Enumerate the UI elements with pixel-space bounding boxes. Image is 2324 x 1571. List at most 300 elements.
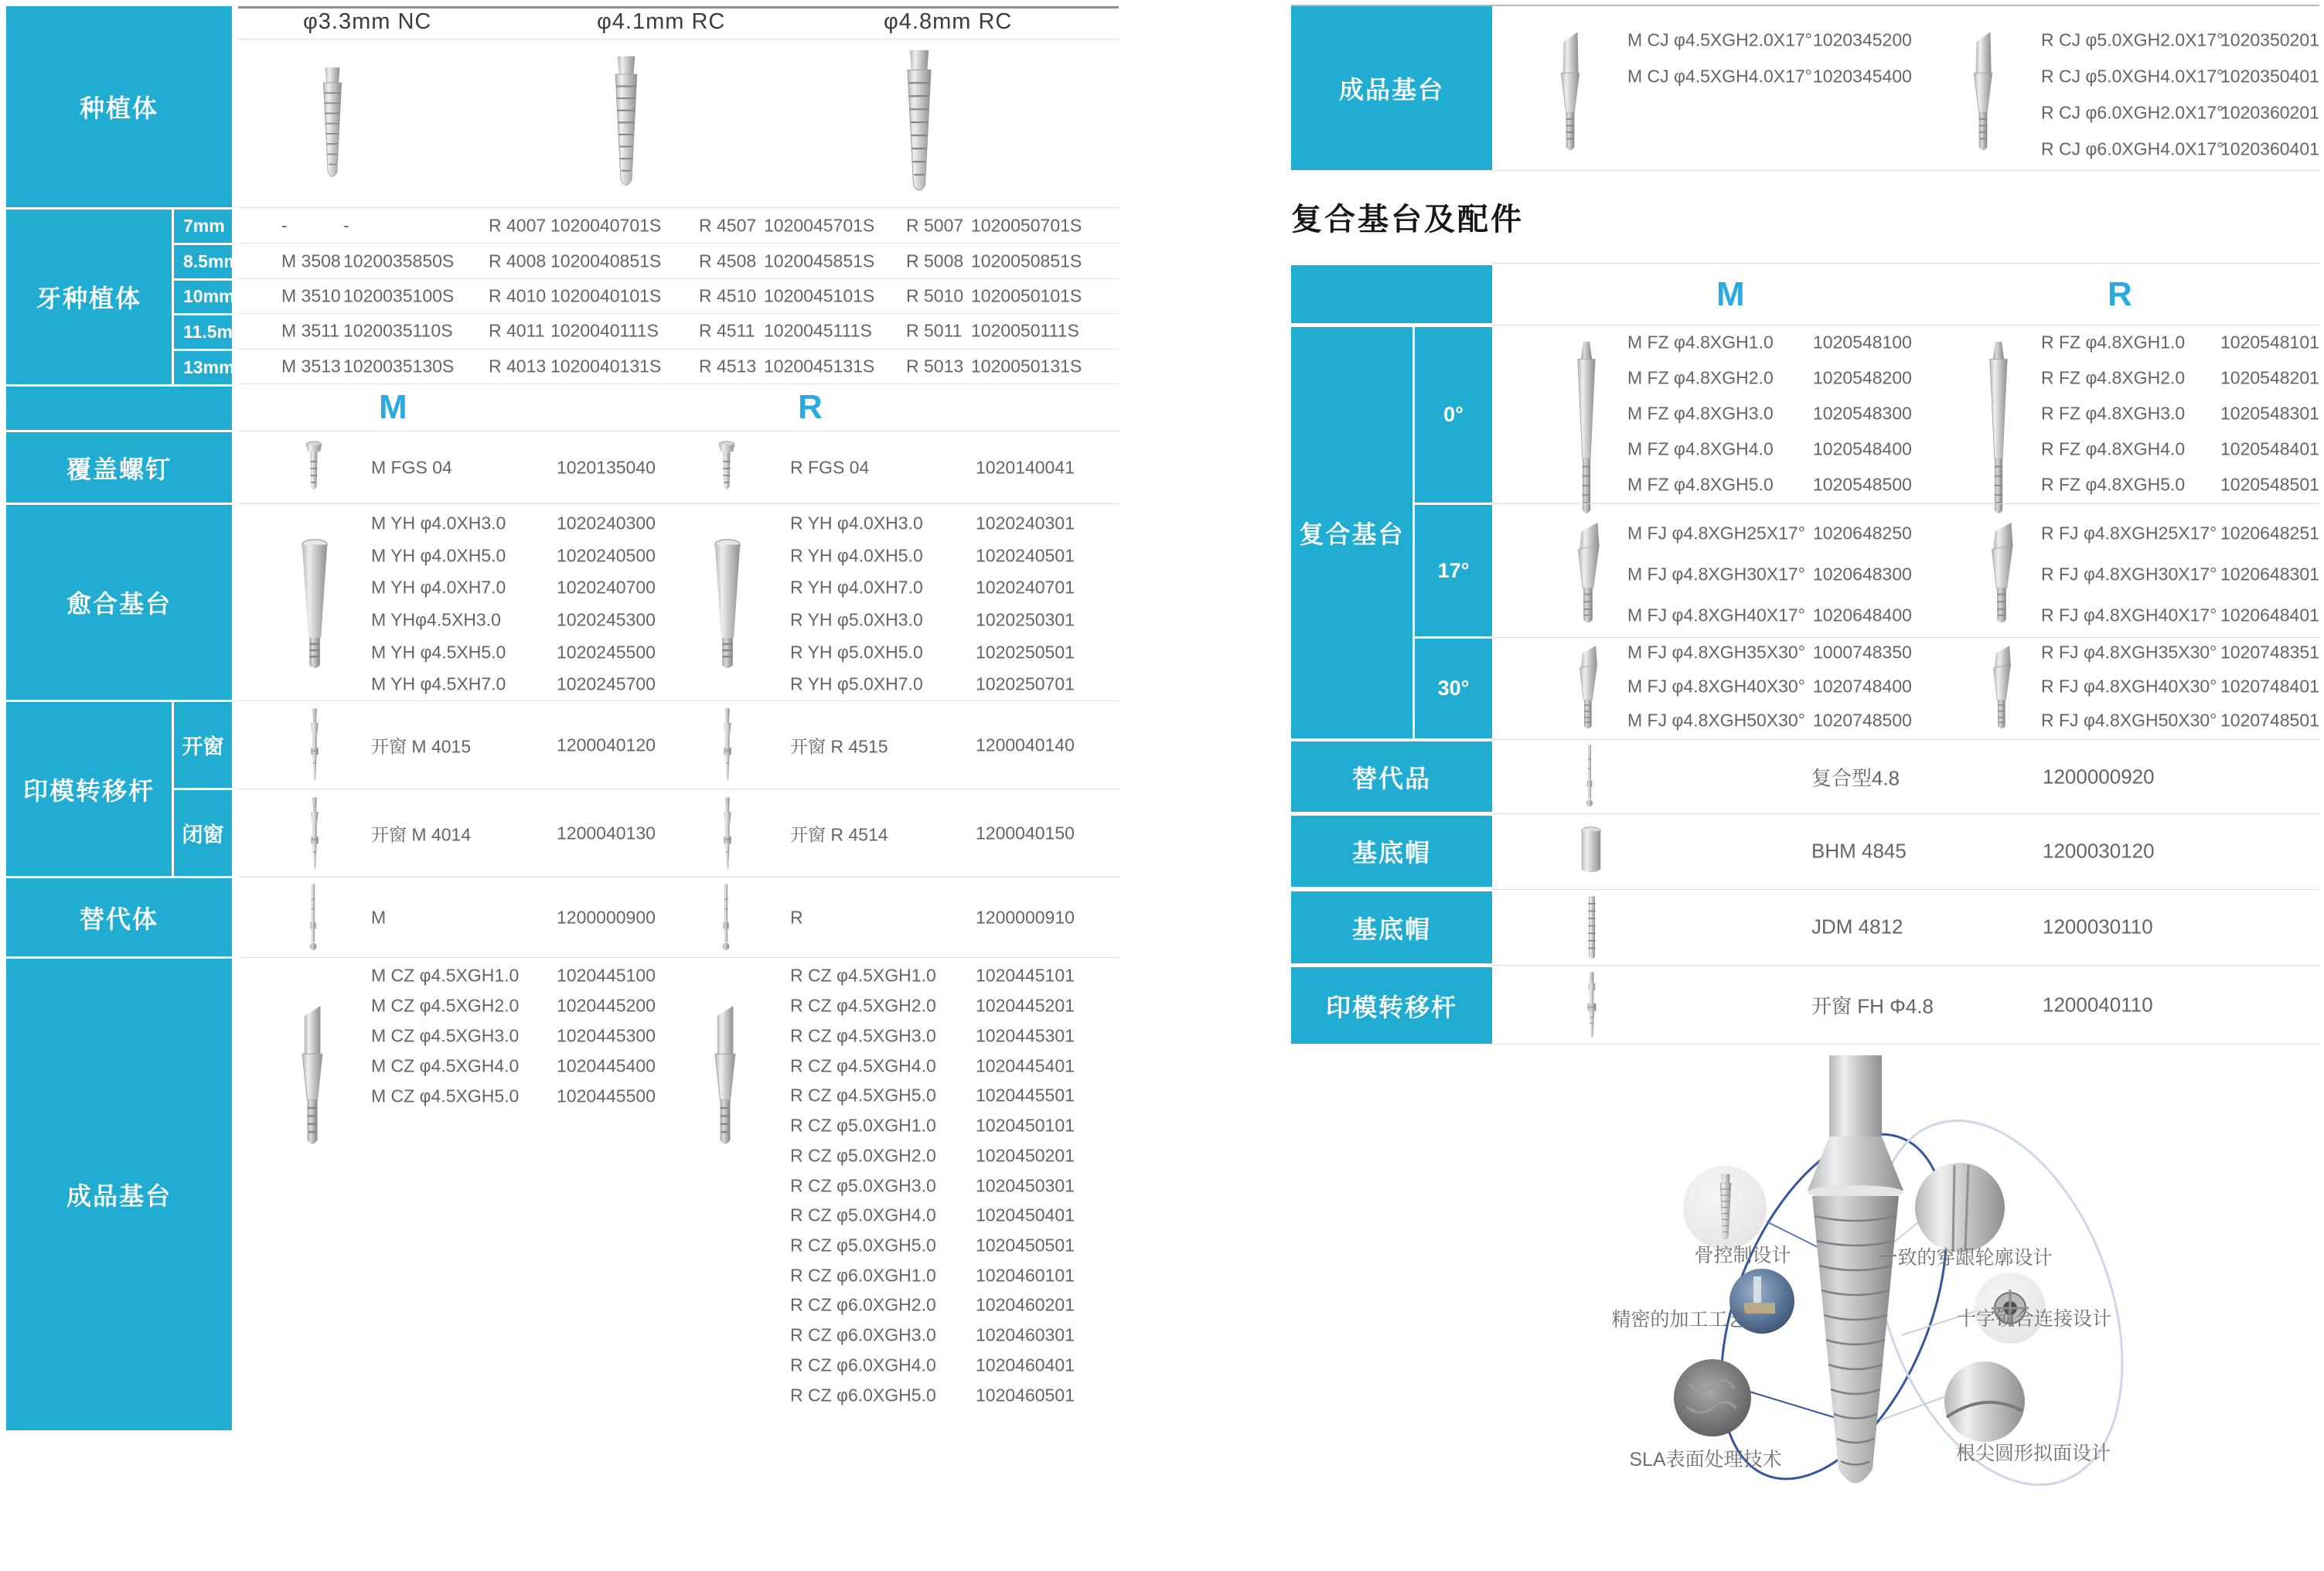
product-code: 1020648400 xyxy=(1813,605,1912,625)
product-code: 1020135040 xyxy=(557,457,656,478)
product-code: 1020240500 xyxy=(557,545,656,565)
sidebar-label: 基底帽 xyxy=(1351,915,1431,943)
product-name: JDM 4812 xyxy=(1811,915,1903,939)
healing-abutment-icon xyxy=(297,513,332,697)
fj17-m-list xyxy=(1627,513,1960,636)
code: 1020035130S xyxy=(343,356,455,377)
product-line xyxy=(790,1231,1161,1261)
product-code: 1020445100 xyxy=(557,965,656,986)
model: M 3511 xyxy=(281,320,340,341)
product-name: R CZ φ5.0XGH4.0 xyxy=(790,1205,936,1225)
table-row xyxy=(238,279,1119,314)
product-line xyxy=(2041,704,2324,738)
m-column-header: M xyxy=(1716,275,1745,313)
size-column xyxy=(174,210,249,384)
sidebar-spacer-cell xyxy=(1291,265,1492,323)
product-name: 开窗 M 4015 xyxy=(371,736,472,756)
product-name: M YHφ4.5XH3.0 xyxy=(371,609,501,630)
product-code: 1020450101 xyxy=(976,1115,1075,1136)
product-name: M YH φ4.5XH5.0 xyxy=(371,642,506,663)
sidebar-label: 愈合基台 xyxy=(66,590,172,618)
product-line xyxy=(1627,513,1960,554)
sidebar-sublabel: 30° xyxy=(1437,676,1470,700)
product-line xyxy=(790,1140,1161,1171)
sidebar-composite-abutment xyxy=(1291,327,1412,738)
product-code: 1020240501 xyxy=(976,545,1075,565)
product-name: R CZ φ6.0XGH1.0 xyxy=(790,1265,936,1286)
sidebar-label: 复合基台 xyxy=(1299,520,1405,548)
product-name: 复合型4.8 xyxy=(1811,766,1900,790)
cz-abutment-icon xyxy=(708,965,742,1189)
jdm-cap-icon xyxy=(1582,894,1602,962)
product-line xyxy=(790,1021,1161,1051)
product-code: 1020460501 xyxy=(976,1385,1075,1406)
size-cell: 10mm xyxy=(174,281,232,314)
product-line xyxy=(790,1380,1161,1410)
product-code: 1020140041 xyxy=(976,457,1075,478)
product-code: 1020445301 xyxy=(976,1025,1075,1046)
m-column-header: M xyxy=(379,388,407,426)
cap-icon xyxy=(1576,826,1607,877)
sidebar-sublabel: 17° xyxy=(1437,558,1470,582)
product-name: M YH φ4.0XH5.0 xyxy=(371,545,506,565)
product-name: BHM 4845 xyxy=(1811,839,1907,863)
product-line xyxy=(790,571,1161,604)
product-code: 1020445300 xyxy=(557,1025,656,1046)
product-code: 1020350201 xyxy=(2220,29,2319,49)
product-line xyxy=(790,432,1161,503)
product-name: R CZ φ6.0XGH2.0 xyxy=(790,1294,936,1315)
model: R 4508 xyxy=(699,250,757,271)
product-name: M FJ φ4.8XGH25X17° xyxy=(1627,523,1805,544)
product-code: 1020548400 xyxy=(1813,438,1912,459)
cj-m-list xyxy=(1627,22,1960,94)
diagram-label-emergence-profile: 一致的穿龈轮廓设计 xyxy=(1878,1247,2053,1269)
diagram-label-sla-surface: SLA表面处理技术 xyxy=(1629,1449,1782,1470)
product-name: R CZ φ4.5XGH5.0 xyxy=(790,1085,936,1106)
product-line xyxy=(790,1321,1161,1351)
row-divider xyxy=(1492,965,2319,966)
product-code: 1020445201 xyxy=(976,995,1075,1016)
product-code: 1020450301 xyxy=(976,1175,1075,1195)
implant-41-icon xyxy=(606,48,646,201)
implant-48-icon xyxy=(897,48,942,201)
product-name: M FGS 04 xyxy=(371,457,452,478)
row-divider xyxy=(1492,739,2319,740)
replica-icon xyxy=(716,883,736,954)
row-divider xyxy=(1492,170,2319,171)
product-code: 1200040130 xyxy=(557,823,656,843)
product-line xyxy=(1627,325,1960,360)
product-name: M FJ φ4.8XGH30X17° xyxy=(1627,564,1805,584)
product-line xyxy=(2041,554,2324,595)
sidebar-label: 基底帽 xyxy=(1351,839,1431,867)
replica-r xyxy=(790,878,1161,956)
product-name: R CZ φ4.5XGH1.0 xyxy=(790,965,936,986)
product-line xyxy=(790,1171,1161,1201)
table-row xyxy=(238,349,1119,384)
product-line xyxy=(790,790,1161,876)
r-column-header: R xyxy=(798,388,823,426)
top-rule xyxy=(238,6,1119,9)
product-code: 1020548100 xyxy=(1813,332,1912,353)
product-code: 1020445101 xyxy=(976,965,1075,986)
product-name: M FJ φ4.8XGH40X17° xyxy=(1627,605,1805,625)
code: 1020050851S xyxy=(971,250,1082,271)
sidebar-healing-abutment xyxy=(6,505,232,700)
product-code: 1200040120 xyxy=(557,734,656,755)
product-name: R FZ φ4.8XGH1.0 xyxy=(2041,332,2186,353)
transfer-closed-m xyxy=(371,790,773,876)
product-name: R CZ φ5.0XGH3.0 xyxy=(790,1175,936,1195)
sidebar-replica xyxy=(6,878,232,956)
product-name: M FZ φ4.8XGH3.0 xyxy=(1627,403,1774,424)
product-code: 1020345400 xyxy=(1813,66,1912,86)
product-line xyxy=(1627,467,1960,503)
product-name: R CZ φ6.0XGH5.0 xyxy=(790,1385,936,1406)
product-line xyxy=(790,540,1161,572)
product-code: 1020360401 xyxy=(2220,138,2319,158)
product-code: 1020350401 xyxy=(2220,66,2319,86)
product-name: M FJ φ4.8XGH50X30° xyxy=(1627,710,1805,731)
product-code: 1020445401 xyxy=(976,1055,1075,1076)
sidebar-finished-abutment-right xyxy=(1291,6,1492,170)
product-line xyxy=(1627,360,1960,396)
table-row xyxy=(238,209,1119,244)
product-name: R CZ φ5.0XGH2.0 xyxy=(790,1145,936,1166)
col-header-nc: φ3.3mm NC xyxy=(303,9,432,34)
product-line xyxy=(790,1081,1161,1111)
model: R 5011 xyxy=(906,320,963,341)
code: 1020040131S xyxy=(550,356,662,377)
row-divider xyxy=(1492,263,2319,264)
product-line xyxy=(1811,815,2306,888)
product-line xyxy=(1627,595,1960,636)
model: R 4008 xyxy=(489,250,547,271)
product-code: 1020445501 xyxy=(976,1085,1075,1106)
product-line xyxy=(2041,670,2324,704)
product-code: 1000748350 xyxy=(1813,642,1912,663)
product-name: R CZ φ6.0XGH3.0 xyxy=(790,1324,936,1345)
product-name: R FZ φ4.8XGH3.0 xyxy=(2041,403,2186,424)
model: R 5013 xyxy=(906,356,964,377)
product-code: 1020445200 xyxy=(557,995,656,1016)
code: 1020040701S xyxy=(550,215,662,236)
sidebar-label: 印模转移杆 xyxy=(1325,993,1457,1021)
code: 1020035100S xyxy=(343,285,455,306)
sidebar-finished-abutment xyxy=(6,959,232,1430)
product-line xyxy=(371,702,773,788)
code: - xyxy=(343,215,349,236)
product-line xyxy=(790,1111,1161,1141)
replica-icon xyxy=(303,883,323,954)
code: 1020040111S xyxy=(550,320,659,341)
product-code: 1020450501 xyxy=(976,1235,1075,1256)
product-code: 1020548201 xyxy=(2220,367,2319,388)
sidebar-label: 成品基台 xyxy=(1338,76,1444,104)
product-code: 1020648250 xyxy=(1813,523,1912,544)
section-title: 复合基台及配件 xyxy=(1291,203,1524,237)
product-code: 1200000900 xyxy=(557,907,656,927)
product-code: 1200040110 xyxy=(2043,993,2153,1017)
code: 1020045131S xyxy=(764,356,875,377)
implant-size-rows xyxy=(238,209,1119,384)
fj17-r-list xyxy=(2041,513,2324,636)
product-code: 1020748401 xyxy=(2220,676,2319,697)
model: M 3513 xyxy=(281,356,341,377)
product-line xyxy=(790,961,1161,991)
sidebar-label: 替代品 xyxy=(1351,764,1431,792)
product-line xyxy=(371,878,773,956)
transfer-post-icon xyxy=(716,707,739,785)
sidebar-label: 牙种植体 xyxy=(36,285,141,312)
product-name: R YH φ5.0XH5.0 xyxy=(790,642,923,663)
cover-screw-icon xyxy=(713,441,741,496)
sidebar-open-window xyxy=(174,702,232,788)
product-line xyxy=(790,1290,1161,1321)
product-name: M FJ φ4.8XGH35X30° xyxy=(1627,642,1805,663)
product-line xyxy=(2041,131,2324,167)
product-line xyxy=(2041,396,2324,431)
product-name: M YH φ4.0XH3.0 xyxy=(371,513,506,533)
product-code: 1020748351 xyxy=(2220,642,2319,663)
model: R 4007 xyxy=(489,215,547,236)
product-name: R FGS 04 xyxy=(790,457,870,478)
product-code: 1020240701 xyxy=(976,577,1075,598)
model: R 4507 xyxy=(699,215,757,236)
replica-icon xyxy=(1579,744,1600,810)
fz-m-list xyxy=(1627,325,1960,503)
product-name: R YH φ5.0XH3.0 xyxy=(790,609,923,630)
product-name: R CZ φ5.0XGH5.0 xyxy=(790,1235,936,1256)
fh-transfer-icon xyxy=(1580,971,1603,1041)
product-name: R CZ φ5.0XGH1.0 xyxy=(790,1115,936,1136)
accessory-row xyxy=(1811,966,2306,1044)
product-name: R YH φ4.0XH3.0 xyxy=(790,513,923,533)
sidebar-label: 替代体 xyxy=(79,905,158,933)
finished-r-list xyxy=(790,961,1161,1410)
code: 1020035850S xyxy=(343,250,455,271)
table-row xyxy=(238,244,1119,278)
cj-abutment-icon xyxy=(1965,27,2001,158)
model: R 4010 xyxy=(489,285,547,306)
fz-abutment-icon xyxy=(1983,340,2014,522)
product-line xyxy=(790,636,1161,669)
product-name: R CZ φ4.5XGH4.0 xyxy=(790,1055,936,1076)
cover-screw-icon xyxy=(300,441,328,496)
product-line xyxy=(1627,22,1960,58)
product-line xyxy=(790,507,1161,540)
product-code: 1020450201 xyxy=(976,1145,1075,1166)
product-name: R CJ φ5.0XGH4.0X17° xyxy=(2041,66,2224,86)
product-name: M CZ φ4.5XGH2.0 xyxy=(371,995,520,1016)
transfer-open-m xyxy=(371,702,773,788)
diagram-label-apex-design: 根尖圆形拟面设计 xyxy=(1955,1443,2111,1464)
fj-abutment-icon xyxy=(1569,643,1605,736)
product-code: 1200000910 xyxy=(976,907,1075,927)
product-line xyxy=(790,1201,1161,1231)
product-name: M CZ φ4.5XGH4.0 xyxy=(371,1055,520,1076)
product-code: 1020245300 xyxy=(557,609,656,630)
replica-m xyxy=(371,878,773,956)
sidebar-spacer-cell xyxy=(6,387,232,430)
product-line xyxy=(790,1260,1161,1290)
sidebar-sublabel: 0° xyxy=(1443,403,1464,426)
product-name: R FJ φ4.8XGH50X30° xyxy=(2041,710,2217,731)
row-divider xyxy=(238,957,1119,958)
row-divider xyxy=(1492,889,2319,890)
row-divider xyxy=(1492,813,2319,814)
product-code: 1020240700 xyxy=(557,577,656,598)
fz-abutment-icon xyxy=(1571,340,1602,522)
product-code: 1020245700 xyxy=(557,673,656,694)
row-divider xyxy=(238,207,1119,208)
product-name: M FJ φ4.8XGH40X30° xyxy=(1627,676,1805,697)
product-code: 1020450401 xyxy=(976,1205,1075,1225)
model: R 4511 xyxy=(699,320,755,341)
product-name: M CZ φ4.5XGH5.0 xyxy=(371,1085,520,1106)
product-name: R CZ φ6.0XGH4.0 xyxy=(790,1355,936,1375)
product-name: M FZ φ4.8XGH4.0 xyxy=(1627,438,1774,459)
code: 1020045101S xyxy=(764,285,875,306)
size-cell: 11.5mm xyxy=(174,315,232,349)
product-line xyxy=(1627,431,1960,467)
cover-screw-r-list xyxy=(790,432,1161,503)
code: 1020050131S xyxy=(971,356,1082,377)
code: 1020040101S xyxy=(550,285,662,306)
product-code: 1020548101 xyxy=(2220,332,2319,353)
product-code: 1020648301 xyxy=(2220,564,2319,584)
sidebar-angle-0 xyxy=(1415,327,1492,503)
product-line xyxy=(2041,636,2324,670)
healing-r-list xyxy=(790,507,1161,700)
row-divider xyxy=(238,700,1119,701)
sidebar-label: 成品基台 xyxy=(66,1182,172,1210)
sidebar-base-cap-2 xyxy=(1291,891,1492,963)
product-code: 1020648300 xyxy=(1813,564,1912,584)
product-code: 1020648251 xyxy=(2220,523,2319,544)
model: R 5008 xyxy=(906,250,964,271)
model: R 4510 xyxy=(699,285,757,306)
product-line xyxy=(1811,741,2306,813)
product-name: M FZ φ4.8XGH5.0 xyxy=(1627,474,1774,495)
product-line xyxy=(1627,58,1960,94)
size-cell: 7mm xyxy=(174,210,232,243)
product-line xyxy=(2041,513,2324,554)
product-line xyxy=(790,878,1161,956)
product-name: M xyxy=(371,907,387,927)
row-divider xyxy=(238,503,1119,504)
row-divider xyxy=(238,877,1119,878)
product-name: R xyxy=(790,907,803,927)
product-name: R CJ φ5.0XGH2.0X17° xyxy=(2041,29,2224,49)
product-line xyxy=(2041,58,2324,94)
product-code: 1020245500 xyxy=(557,642,656,663)
diagram-label-machining: 精密的加工工艺 xyxy=(1611,1309,1747,1331)
product-code: 1020445400 xyxy=(557,1055,656,1076)
model: R 4011 xyxy=(489,320,545,341)
product-name: 开窗 M 4014 xyxy=(371,824,472,844)
sidebar-angle-17 xyxy=(1415,505,1492,636)
product-code: 1020445500 xyxy=(557,1085,656,1106)
code: 1020050111S xyxy=(971,320,1079,341)
product-name: R FJ φ4.8XGH40X30° xyxy=(2041,676,2217,697)
product-name: R YH φ4.0XH7.0 xyxy=(790,577,923,598)
code: 1020045111S xyxy=(764,320,872,341)
product-line xyxy=(790,604,1161,636)
fj-abutment-icon xyxy=(1983,643,2019,736)
product-code: 1020648401 xyxy=(2220,605,2319,625)
sidebar-closed-window xyxy=(174,790,232,876)
product-line xyxy=(371,790,773,876)
product-code: 1020548501 xyxy=(2220,474,2319,495)
product-code: 1020345200 xyxy=(1813,29,1912,49)
product-line xyxy=(790,668,1161,700)
product-name: R FJ φ4.8XGH25X17° xyxy=(2041,523,2217,544)
product-code: 1020748501 xyxy=(2220,710,2319,731)
product-code: 1020250501 xyxy=(976,642,1075,663)
product-name: 开窗 R 4514 xyxy=(790,824,888,844)
model: R 5010 xyxy=(906,285,964,306)
fz-r-list xyxy=(2041,325,2324,503)
product-line xyxy=(1627,670,1960,704)
sidebar-cover-screw xyxy=(6,432,232,503)
product-name: M CJ φ4.5XGH4.0X17° xyxy=(1627,66,1812,86)
product-name: 开窗 R 4515 xyxy=(790,736,888,756)
cz-abutment-icon xyxy=(295,965,329,1189)
size-cell: 8.5mm xyxy=(174,245,232,278)
product-name: R FJ φ4.8XGH40X17° xyxy=(2041,605,2217,625)
accessory-row xyxy=(1811,815,2306,888)
product-line xyxy=(1627,704,1960,738)
product-line xyxy=(2041,467,2324,503)
product-name: R CJ φ6.0XGH4.0X17° xyxy=(2041,138,2224,158)
product-line xyxy=(790,1051,1161,1081)
product-line xyxy=(2041,360,2324,396)
product-code: 1200040140 xyxy=(976,734,1075,755)
product-code: 1020548301 xyxy=(2220,403,2319,424)
product-name: R FZ φ4.8XGH5.0 xyxy=(2041,474,2186,495)
sidebar-sublabel: 开窗 xyxy=(182,735,224,758)
model: M 3508 xyxy=(281,250,341,271)
product-name: M YH φ4.5XH7.0 xyxy=(371,673,506,694)
healing-abutment-icon xyxy=(710,513,745,697)
product-code: 1020548401 xyxy=(2220,438,2319,459)
product-code: 1200030110 xyxy=(2043,915,2153,939)
product-line xyxy=(2041,325,2324,360)
product-name: M FZ φ4.8XGH1.0 xyxy=(1627,332,1774,353)
row-divider xyxy=(1492,503,2319,504)
product-name: M CJ φ4.5XGH2.0X17° xyxy=(1627,29,1812,49)
product-name: R FJ φ4.8XGH35X30° xyxy=(2041,642,2217,663)
product-code: 1020250301 xyxy=(976,609,1075,630)
sidebar-label: 覆盖螺钉 xyxy=(66,455,172,483)
fj-abutment-icon xyxy=(1983,520,2019,632)
transfer-open-r xyxy=(790,702,1161,788)
product-code: 1020460401 xyxy=(976,1355,1075,1375)
fj30-m-list xyxy=(1627,636,1960,738)
sidebar-implant-body xyxy=(6,6,232,207)
model: R 4013 xyxy=(489,356,547,377)
product-code: 1020460201 xyxy=(976,1294,1075,1315)
product-code: 1200030120 xyxy=(2043,839,2155,863)
transfer-post-icon xyxy=(303,796,326,874)
cj-abutment-icon xyxy=(1552,27,1588,158)
product-line xyxy=(2041,595,2324,636)
product-code: 1020250701 xyxy=(976,673,1075,694)
product-code: 1020548500 xyxy=(1813,474,1912,495)
sidebar-sublabel: 闭窗 xyxy=(182,823,224,847)
